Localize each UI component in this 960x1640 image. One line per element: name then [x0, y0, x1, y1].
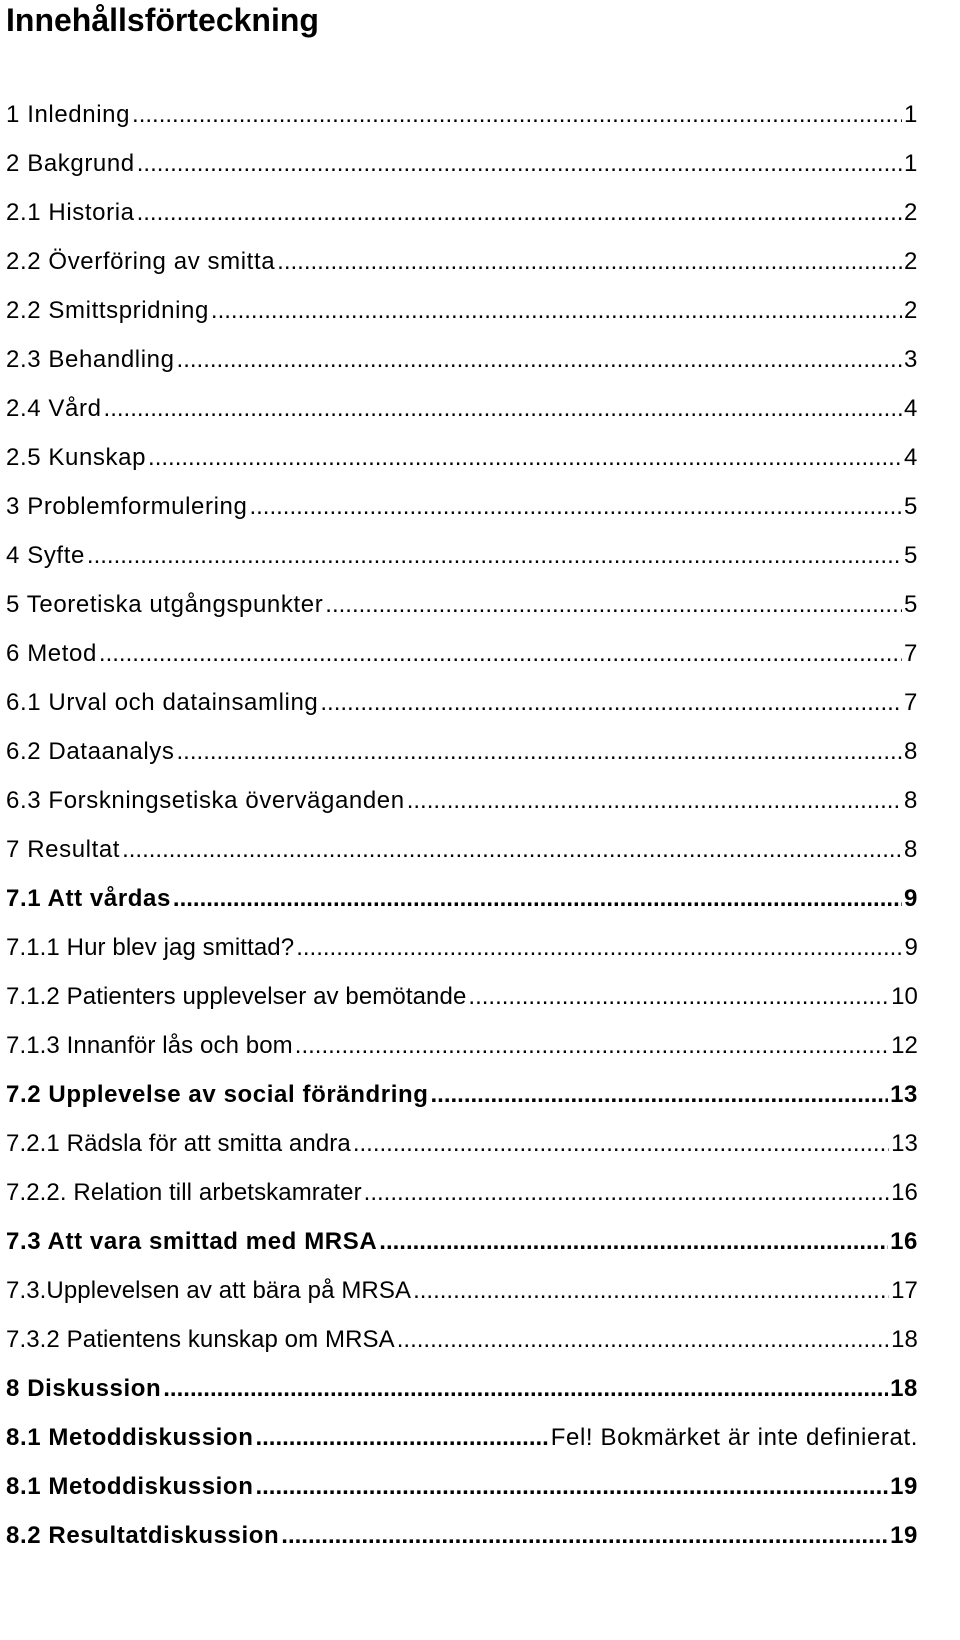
- toc-page-number: 13: [891, 1130, 918, 1157]
- toc-dot-leader: [177, 342, 903, 378]
- toc-entry-label: 6.1 Urval och datainsamling: [6, 689, 319, 716]
- toc-page-number: 2: [904, 297, 918, 324]
- toc-entry-label: 8.1 Metoddiskussion: [6, 1424, 254, 1451]
- toc-page-number: 8: [904, 836, 918, 863]
- toc-dot-leader: [281, 1518, 888, 1554]
- toc-entry-label: 7.3 Att vara smittad med MRSA: [6, 1228, 378, 1255]
- toc-entry-label: 7.3.2 Patientens kunskap om MRSA: [6, 1326, 395, 1353]
- toc-page-number: 18: [890, 1375, 918, 1402]
- toc-page-number: 10: [891, 983, 918, 1010]
- toc-page-number: 8: [904, 787, 918, 814]
- toc-entry-label: 2.5 Kunskap: [6, 444, 147, 471]
- toc-dot-leader: [255, 1420, 548, 1456]
- toc-entry-label: 2 Bakgrund: [6, 150, 135, 177]
- toc-entry-overforing[interactable]: [6, 244, 918, 280]
- toc-dot-leader: [353, 1126, 889, 1162]
- toc-dot-leader: [87, 538, 902, 574]
- toc-page-number: 12: [891, 1032, 918, 1059]
- toc-entry-label: 6 Metod: [6, 640, 97, 667]
- toc-page-number: 1: [904, 101, 918, 128]
- toc-page-number: 16: [891, 1179, 918, 1206]
- toc-page-number: 4: [904, 444, 918, 471]
- toc-page-number: 5: [904, 591, 918, 618]
- toc-dot-leader: [249, 489, 902, 525]
- toc-page-number: 7: [904, 640, 918, 667]
- toc-entry-label: 2.4 Vård: [6, 395, 102, 422]
- toc-page-number: 1: [904, 150, 918, 177]
- toc-entry-metoddiskussion[interactable]: [6, 1469, 918, 1505]
- toc-entry-label: 8.1 Metoddiskussion: [6, 1473, 254, 1500]
- toc-page-number: 5: [904, 493, 918, 520]
- toc-dot-leader: [211, 293, 902, 329]
- toc-entry-kunskap[interactable]: [6, 440, 918, 476]
- toc-dot-leader: [104, 391, 903, 427]
- toc-entry-smittad-med-mrsa[interactable]: [6, 1224, 918, 1260]
- toc-entry-label: 7.2.1 Rädsla för att smitta andra: [6, 1130, 351, 1157]
- toc-page-number: 19: [890, 1473, 918, 1500]
- toc-entry-innanfor-las-och-bom[interactable]: [6, 1028, 918, 1064]
- toc-page-number: 13: [890, 1081, 918, 1108]
- toc-dot-leader: [413, 1273, 889, 1309]
- toc-entry-diskussion[interactable]: [6, 1371, 918, 1407]
- toc-page-number: 19: [890, 1522, 918, 1549]
- toc-entry-problemformulering[interactable]: [6, 489, 918, 525]
- toc-entry-label: 8.2 Resultatdiskussion: [6, 1522, 280, 1549]
- toc-entry-resultatdiskussion[interactable]: [6, 1518, 918, 1554]
- toc-entry-behandling[interactable]: [6, 342, 918, 378]
- toc-dot-leader: [148, 440, 902, 476]
- toc-entry-label: 6.3 Forskningsetiska överväganden: [6, 787, 405, 814]
- toc-entry-label: 4 Syfte: [6, 542, 85, 569]
- toc-entry-patienters-upplevelser[interactable]: [6, 979, 918, 1015]
- toc-dot-leader: [295, 1028, 889, 1064]
- toc-entry-urval[interactable]: [6, 685, 918, 721]
- toc-entry-arbetskamrater[interactable]: [6, 1175, 918, 1211]
- page-title: Innehållsförteckning: [6, 2, 319, 38]
- toc-entry-att-vardas[interactable]: [6, 881, 918, 917]
- toc-entry-hur-blev-jag-smittad[interactable]: [6, 930, 918, 966]
- toc-dot-leader: [407, 783, 902, 819]
- toc-dot-leader: [379, 1224, 888, 1260]
- toc-entry-label: 6.2 Dataanalys: [6, 738, 175, 765]
- toc-entry-label: 2.3 Behandling: [6, 346, 175, 373]
- toc-dot-leader: [325, 587, 902, 623]
- toc-entry-kunskap-om-mrsa[interactable]: [6, 1322, 918, 1358]
- toc-dot-leader: [99, 636, 902, 672]
- toc-entry-label: 7.3.Upplevelsen av att bära på MRSA: [6, 1277, 412, 1304]
- toc-page-number: 4: [904, 395, 918, 422]
- toc-entry-bara-pa-mrsa[interactable]: [6, 1273, 918, 1309]
- toc-page-number: Fel! Bokmärket är inte definierat.: [550, 1424, 918, 1451]
- toc-page-number: 7: [904, 689, 918, 716]
- toc-dot-leader: [255, 1469, 888, 1505]
- toc-dot-leader: [430, 1077, 888, 1113]
- toc-dot-leader: [163, 1371, 888, 1407]
- toc-dot-leader: [177, 734, 903, 770]
- toc-entry-label: 2.1 Historia: [6, 199, 135, 226]
- toc-dot-leader: [173, 881, 902, 917]
- toc-entry-label: 8 Diskussion: [6, 1375, 162, 1402]
- toc-page-number: 2: [904, 248, 918, 275]
- toc-entry-label: 7.2 Upplevelse av social förändring: [6, 1081, 429, 1108]
- toc-page-number: 16: [890, 1228, 918, 1255]
- toc-entry-social-forandring[interactable]: [6, 1077, 918, 1113]
- toc-entry-label: 7.1.2 Patienters upplevelser av bemötande: [6, 983, 467, 1010]
- toc-dot-leader: [397, 1322, 889, 1358]
- toc-page-number: 3: [904, 346, 918, 373]
- toc-page-number: 2: [904, 199, 918, 226]
- toc-entry-bakgrund[interactable]: [6, 146, 918, 182]
- toc-dot-leader: [137, 146, 902, 182]
- toc-entry-label: 1 Inledning: [6, 101, 131, 128]
- toc-entry-label: 5 Teoretiska utgångspunkter: [6, 591, 324, 618]
- toc-entry-metod[interactable]: [6, 636, 918, 672]
- toc-dot-leader: [296, 930, 902, 966]
- toc-dot-leader: [320, 685, 902, 721]
- toc-page-number: 9: [904, 885, 918, 912]
- toc-entry-metoddiskussion-error[interactable]: [6, 1420, 918, 1456]
- toc-entry-forskningsetiska[interactable]: [6, 783, 918, 819]
- toc-page-number: 8: [904, 738, 918, 765]
- toc-entry-dataanalys[interactable]: [6, 734, 918, 770]
- toc-page-number: 17: [891, 1277, 918, 1304]
- toc-dot-leader: [122, 832, 902, 868]
- toc-entry-inledning[interactable]: [6, 97, 918, 133]
- toc-entry-label: 2.2 Smittspridning: [6, 297, 209, 324]
- toc-entry-label: 7.2.2. Relation till arbetskamrater: [6, 1179, 362, 1206]
- toc-dot-leader: [468, 979, 889, 1015]
- toc-entry-resultat[interactable]: [6, 832, 918, 868]
- toc-entry-label: 7.1.1 Hur blev jag smittad?: [6, 934, 295, 961]
- toc-entry-teoretiska[interactable]: [6, 587, 918, 623]
- toc-entry-label: 7 Resultat: [6, 836, 121, 863]
- toc-dot-leader: [132, 97, 902, 133]
- toc-dot-leader: [277, 244, 902, 280]
- toc-entry-label: 2.2 Överföring av smitta: [6, 248, 276, 275]
- toc-entry-label: 3 Problemformulering: [6, 493, 248, 520]
- toc-dot-leader: [137, 195, 902, 231]
- toc-entry-vard[interactable]: [6, 391, 918, 427]
- toc-entry-label: 7.1.3 Innanför lås och bom: [6, 1032, 293, 1059]
- toc-entry-syfte[interactable]: [6, 538, 918, 574]
- toc-page-number: 5: [904, 542, 918, 569]
- toc-entry-smittspridning[interactable]: [6, 293, 918, 329]
- toc-dot-leader: [364, 1175, 889, 1211]
- toc-entry-radsla[interactable]: [6, 1126, 918, 1162]
- toc-page-number: 9: [904, 934, 918, 961]
- toc-entry-historia[interactable]: [6, 195, 918, 231]
- toc-entry-label: 7.1 Att vårdas: [6, 885, 171, 912]
- toc-page-number: 18: [891, 1326, 918, 1353]
